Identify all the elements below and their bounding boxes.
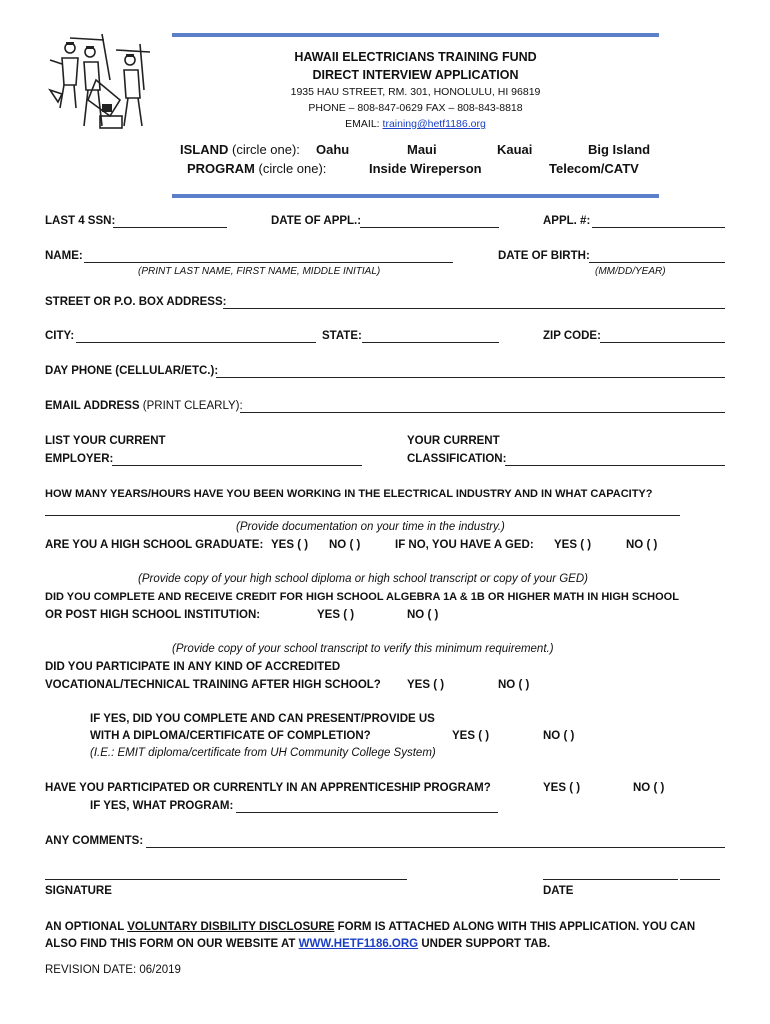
electricians-logo	[40, 30, 158, 136]
classification-label-1: YOUR CURRENT	[407, 435, 500, 447]
also-text-2: UNDER SUPPORT TAB.	[421, 938, 551, 950]
program-hint: (circle one):	[258, 161, 327, 176]
day-phone-label: DAY PHONE (CELLULAR/ETC.):	[45, 365, 219, 377]
apprentice-no[interactable]: NO ( )	[633, 782, 665, 794]
name-field[interactable]	[84, 262, 453, 263]
optional-text-1: AN OPTIONAL	[45, 921, 125, 933]
ssn-field[interactable]	[113, 227, 227, 228]
zip-field[interactable]	[600, 342, 725, 343]
diploma-yes[interactable]: YES ( )	[452, 730, 490, 742]
signature-label: SIGNATURE	[45, 885, 112, 897]
email-link[interactable]: training@hetf1186.org	[382, 118, 486, 130]
island-kauai[interactable]: Kauai	[497, 142, 533, 157]
date-appl-field[interactable]	[360, 227, 499, 228]
comments-field[interactable]	[146, 847, 725, 848]
also-text-1: ALSO FIND THIS FORM ON OUR WEBSITE AT	[45, 938, 296, 950]
voc-yes[interactable]: YES ( )	[407, 679, 445, 691]
dob-label: DATE OF BIRTH:	[498, 250, 590, 262]
employer-label-2: EMPLOYER:	[45, 453, 114, 465]
org-name: HAWAII ELECTRICIANS TRAINING FUND	[294, 50, 537, 64]
ged-question: IF NO, YOU HAVE A GED:	[395, 539, 534, 551]
math-no[interactable]: NO ( )	[407, 609, 439, 621]
program-telecom[interactable]: Telecom/CATV	[549, 161, 639, 176]
apprentice-question: HAVE YOU PARTICIPATED OR CURRENTLY IN AN APPRENTICESHIP PROGRAM?	[45, 782, 491, 794]
program-label: PROGRAM	[187, 161, 255, 176]
math-question-2: OR POST HIGH SCHOOL INSTITUTION:	[45, 609, 261, 621]
street-label: STREET OR P.O. BOX ADDRESS:	[45, 296, 227, 308]
classification-field[interactable]	[505, 465, 725, 466]
email-label: EMAIL:	[345, 118, 380, 130]
email-line	[172, 118, 659, 130]
city-label: CITY:	[45, 330, 75, 342]
date-label: DATE	[543, 885, 574, 897]
math-question-1: DID YOU COMPLETE AND RECEIVE CREDIT FOR HIGH SCHOOL ALGEBRA 1A & 1B OR HIGHER MATH IN HIGH SCHOOL	[45, 591, 679, 603]
island-maui[interactable]: Maui	[407, 142, 437, 157]
island-label-group	[180, 143, 300, 157]
employer-field[interactable]	[112, 465, 362, 466]
header-top-bar	[172, 33, 659, 37]
name-hint: (PRINT LAST NAME, FIRST NAME, MIDDLE INITIAL)	[138, 266, 381, 277]
appl-no-field[interactable]	[592, 227, 725, 228]
email-address-field[interactable]	[240, 412, 725, 413]
email-address-hint: (PRINT CLEARLY):	[142, 400, 243, 412]
city-field[interactable]	[76, 342, 316, 343]
math-hint: (Provide copy of your school transcript to verify this minimum requirement.)	[172, 643, 554, 655]
email-address-label-group	[45, 399, 243, 413]
diploma-hint: (I.E.: EMIT diploma/certificate from UH Community College System)	[90, 747, 436, 759]
diploma-question-1: IF YES, DID YOU COMPLETE AND CAN PRESENT/PROVIDE US	[90, 713, 435, 725]
voc-question-2: VOCATIONAL/TECHNICAL TRAINING AFTER HIGH SCHOOL?	[45, 679, 381, 691]
zip-label: ZIP CODE:	[543, 330, 601, 342]
island-label: ISLAND	[180, 142, 229, 157]
date-field[interactable]	[543, 879, 678, 880]
name-label: NAME:	[45, 250, 83, 262]
header-bottom-bar	[172, 194, 659, 198]
years-answer-field[interactable]	[45, 515, 680, 516]
island-hint: (circle one):	[232, 142, 300, 157]
state-label: STATE:	[322, 330, 362, 342]
apprentice-program-field[interactable]	[236, 812, 498, 813]
hs-hint: (Provide copy of your high school diploma or high school transcript or copy of your GED)	[138, 573, 588, 585]
street-field[interactable]	[223, 308, 725, 309]
voc-question-1: DID YOU PARTICIPATE IN ANY KIND OF ACCREDITED	[45, 661, 341, 673]
math-yes[interactable]: YES ( )	[317, 609, 355, 621]
phone-fax: PHONE – 808-847-0629 FAX – 808-843-8818	[308, 102, 523, 114]
program-inside-wireperson[interactable]: Inside Wireperson	[369, 161, 482, 176]
dob-field[interactable]	[589, 262, 725, 263]
ged-yes[interactable]: YES ( )	[554, 539, 592, 551]
program-label-group	[187, 162, 326, 176]
island-oahu[interactable]: Oahu	[316, 142, 350, 157]
years-hint: (Provide documentation on your time in the industry.)	[236, 521, 505, 533]
disclosure-form-link[interactable]: VOLUNTARY DISBILITY DISCLOSURE	[127, 921, 335, 933]
dob-hint: (MM/DD/YEAR)	[595, 266, 666, 277]
day-phone-field[interactable]	[216, 377, 725, 378]
date-field-extension	[680, 879, 720, 880]
ssn-label: LAST 4 SSN:	[45, 215, 116, 227]
revision-date: REVISION DATE: 06/2019	[45, 964, 181, 976]
hs-no[interactable]: NO ( )	[329, 539, 361, 551]
form-title: DIRECT INTERVIEW APPLICATION	[312, 68, 519, 82]
apprentice-program-label: IF YES, WHAT PROGRAM:	[90, 800, 234, 812]
email-address-label: EMAIL ADDRESS	[45, 400, 140, 412]
address: 1935 HAU STREET, RM. 301, HONOLULU, HI 96819	[290, 86, 541, 98]
classification-label-2: CLASSIFICATION:	[407, 453, 507, 465]
optional-notice-line-2	[45, 937, 550, 951]
hs-yes[interactable]: YES ( )	[271, 539, 309, 551]
hs-question: ARE YOU A HIGH SCHOOL GRADUATE:	[45, 539, 264, 551]
optional-notice-line-1	[45, 920, 695, 934]
appl-no-label: APPL. #:	[543, 215, 591, 227]
island-big-island[interactable]: Big Island	[588, 142, 651, 157]
diploma-question-2: WITH A DIPLOMA/CERTIFICATE OF COMPLETION?	[90, 730, 371, 742]
signature-field[interactable]	[45, 879, 407, 880]
website-link[interactable]: WWW.HETF1186.ORG	[298, 938, 419, 950]
comments-label: ANY COMMENTS:	[45, 835, 144, 847]
voc-no[interactable]: NO ( )	[498, 679, 530, 691]
state-field[interactable]	[362, 342, 499, 343]
date-appl-label: DATE OF APPL.:	[271, 215, 362, 227]
optional-text-2: FORM IS ATTACHED ALONG WITH THIS APPLICATION. YOU CAN	[337, 921, 696, 933]
employer-label-1: LIST YOUR CURRENT	[45, 435, 166, 447]
ged-no[interactable]: NO ( )	[626, 539, 658, 551]
diploma-no[interactable]: NO ( )	[543, 730, 575, 742]
apprentice-yes[interactable]: YES ( )	[543, 782, 581, 794]
years-question: HOW MANY YEARS/HOURS HAVE YOU BEEN WORKING IN THE ELECTRICAL INDUSTRY AND IN WHAT CAPACITY?	[45, 488, 653, 500]
